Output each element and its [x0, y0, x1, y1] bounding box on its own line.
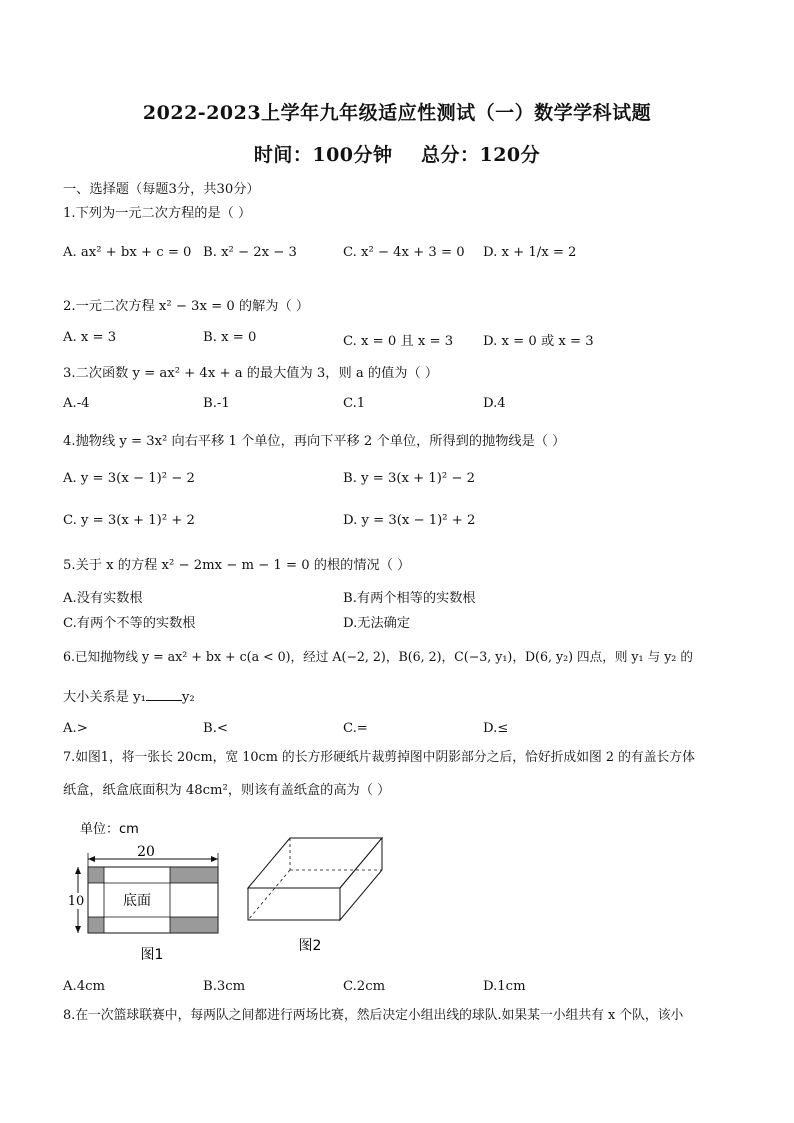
q6-option-d: D.≤	[483, 721, 509, 736]
q7-option-c: C.2cm	[343, 979, 386, 994]
q7-option-d: D.1cm	[483, 979, 526, 994]
shaded-strip	[170, 867, 218, 883]
q2-option-b: B. x = 0	[203, 330, 257, 345]
figure-2	[240, 830, 400, 960]
arrow-up-icon	[75, 867, 81, 874]
q2-option-a: A. x = 3	[63, 330, 117, 345]
q8-stem: 8.在一次篮球联赛中，每两队之间都进行两场比赛，然后决定小组出线的球队.如果某一小组共有 x 个队，该小	[63, 1008, 684, 1023]
q5-stem: 5.关于 x 的方程 x² − 2mx − m − 1 = 0 的根的情况（ ）	[63, 558, 411, 573]
q7-stem-line2: 纸盒，纸盒底面积为 48cm²，则该有盖纸盒的高为（ ）	[63, 783, 391, 798]
width-label: 10	[67, 894, 85, 909]
q1-option-d: D. x + 1/x = 2	[483, 245, 577, 260]
q5-option-d: D.无法确定	[343, 616, 411, 631]
q3-option-a: A.-4	[63, 396, 90, 411]
q6-option-a: A.>	[63, 721, 88, 736]
q3-option-c: C.1	[343, 396, 366, 411]
q1-stem: 1.下列为一元二次方程的是（ ）	[63, 206, 252, 221]
arrow-left-icon	[88, 856, 95, 862]
length-label: 20	[137, 844, 155, 860]
q7-stem: 7.如图1，将一张长 20cm，宽 10cm 的长方形硬纸片裁剪掉图中阴影部分之后，恰好折成如图 2 的有盖长方体	[63, 750, 695, 765]
section-heading: 一、选择题（每题3分，共30分）	[63, 182, 260, 197]
figure-unit-label: 单位：cm	[80, 822, 139, 837]
figure-1-caption: 图1	[140, 947, 164, 963]
q2-option-d: D. x = 0 或 x = 3	[483, 334, 594, 349]
q4-option-d: D. y = 3(x − 1)² + 2	[343, 513, 476, 528]
shaded-strip	[170, 917, 218, 933]
q5-option-a: A.没有实数根	[63, 591, 143, 606]
q5-option-c: C.有两个不等的实数根	[63, 616, 196, 631]
shaded-corner	[88, 917, 104, 933]
page-title: 2022-2023上学年九年级适应性测试（一）数学学科试题	[142, 102, 652, 124]
page-subtitle: 时间：100分钟 总分：120分	[253, 144, 541, 166]
q1-option-b: B. x² − 2x − 3	[203, 245, 297, 260]
q2-stem: 2.一元二次方程 x² − 3x = 0 的解为（ ）	[63, 299, 310, 314]
q7-option-a: A.4cm	[63, 979, 105, 994]
q3-option-d: D.4	[483, 396, 506, 411]
q4-option-b: B. y = 3(x + 1)² − 2	[343, 471, 476, 486]
figure-1	[62, 815, 232, 965]
q6-option-b: B.<	[203, 721, 228, 736]
shaded-corner	[88, 867, 104, 883]
base-label: 底面	[123, 893, 151, 909]
q2-option-c: C. x = 0 且 x = 3	[343, 334, 454, 349]
q5-option-b: B.有两个相等的实数根	[343, 591, 476, 606]
q6-stem-part1: 大小关系是 y₁	[63, 690, 146, 705]
arrow-down-icon	[75, 926, 81, 933]
q1-option-a: A. ax² + bx + c = 0	[63, 245, 192, 260]
q4-option-c: C. y = 3(x + 1)² + 2	[63, 513, 195, 528]
q4-stem: 4.抛物线 y = 3x² 向右平移 1 个单位，再向下平移 2 个单位，所得到的抛物线是（ ）	[63, 434, 566, 449]
q6-stem: 6.已知抛物线 y = ax² + bx + c(a < 0)，经过 A(−2, 2)，B(6, 2)，C(−3, y₁)，D(6, y₂) 四点，则 y₁ 与 y₂ 的	[63, 649, 693, 664]
q1-option-c: C. x² − 4x + 3 = 0	[343, 245, 465, 260]
q6-stem-line2	[63, 686, 195, 705]
arrow-right-icon	[211, 856, 218, 862]
q6-option-c: C.=	[343, 721, 368, 736]
q3-option-b: B.-1	[203, 396, 230, 411]
q3-stem: 3.二次函数 y = ax² + 4x + a 的最大值为 3，则 a 的值为（ ）	[63, 366, 439, 381]
figure-2-caption: 图2	[298, 938, 322, 954]
q7-option-b: B.3cm	[203, 979, 246, 994]
q4-option-a: A. y = 3(x − 1)² − 2	[63, 471, 195, 486]
answer-blank	[146, 688, 182, 701]
q6-stem-part2: y₂	[181, 690, 195, 705]
